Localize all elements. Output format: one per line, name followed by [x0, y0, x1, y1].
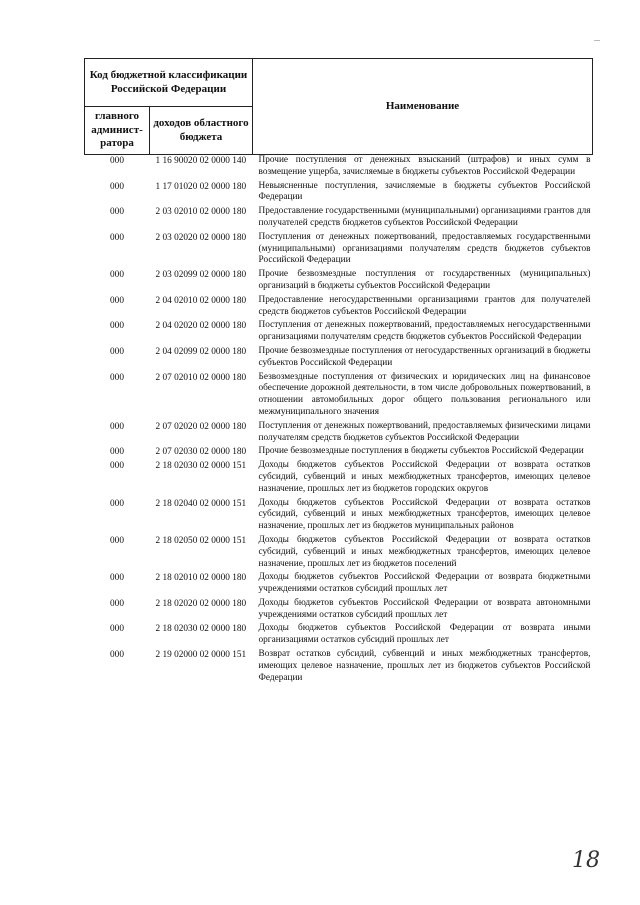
table-row — [85, 320, 593, 346]
admin-code-cell: 000 — [110, 321, 124, 332]
name-cell: Безвозмездные поступления от физических и юридических лиц на финансовое обеспечение дорожной деятельности, в том числе добровольных пожертвований, в отношении автомобильных дорог общего пользования регионального или межмуниципального значения — [258, 371, 591, 417]
admin-code-cell: 000 — [110, 573, 124, 584]
table-row — [85, 295, 593, 321]
admin-code-cell: 000 — [110, 447, 124, 458]
income-code-cell: 2 03 02020 02 0000 180 — [155, 232, 247, 243]
admin-code-cell: 000 — [110, 295, 124, 306]
page-number: 18 — [572, 848, 600, 873]
table-row — [85, 346, 593, 372]
table-row — [85, 372, 593, 421]
budget-code-table — [84, 58, 593, 686]
table-row — [85, 598, 593, 624]
table-row — [85, 446, 593, 460]
table-row — [85, 460, 593, 497]
income-code-cell: 2 18 02050 02 0000 151 — [155, 535, 247, 546]
table-row — [85, 269, 593, 295]
admin-code-cell: 000 — [110, 181, 124, 192]
income-column-header: доходов областного бюджета — [150, 107, 253, 155]
admin-code-cell: 000 — [110, 156, 124, 166]
name-cell: Доходы бюджетов субъектов Российской Федерации от возврата остатков субсидий, субвенций и иных межбюджетных трансфертов, имеющих целевое назначение, прошлых лет из бюджетов городских округов — [258, 460, 591, 494]
income-code-cell: 2 04 02010 02 0000 180 — [155, 295, 247, 306]
income-code-cell: 2 04 02020 02 0000 180 — [155, 321, 247, 332]
income-code-cell: 1 16 90020 02 0000 140 — [155, 156, 247, 166]
admin-code-cell: 000 — [110, 535, 124, 546]
income-code-cell: 2 04 02099 02 0000 180 — [155, 346, 247, 357]
classification-group-header: Код бюджетной классификации Российской Федерации — [85, 59, 253, 107]
name-cell: Прочие безвозмездные поступления от негосударственных организаций в бюджеты субъектов Российской Федерации — [258, 345, 591, 368]
table-row — [85, 535, 593, 572]
name-cell: Возврат остатков субсидий, субвенций и иных межбюджетных трансфертов, имеющих целевое назначение, прошлых лет из бюджетов субъектов Российской Федерации — [258, 649, 591, 683]
admin-code-cell: 000 — [110, 232, 124, 243]
income-code-cell: 2 03 02010 02 0000 180 — [155, 207, 247, 218]
admin-code-cell: 000 — [110, 346, 124, 357]
admin-code-cell: 000 — [110, 461, 124, 472]
table-row — [85, 155, 593, 181]
name-cell: Поступления от денежных пожертвований, предоставляемых государственными (муниципальными) организациями получателям средств бюджетов субъектов Российской Федерации — [258, 231, 591, 266]
admin-code-cell: 000 — [110, 598, 124, 609]
name-cell: Предоставление негосударственными организациями грантов для получателей средств бюджетов субъектов Российской Федерации — [258, 294, 591, 317]
income-code-cell: 2 18 02010 02 0000 180 — [155, 573, 247, 584]
table-row — [85, 572, 593, 598]
name-column-header: Наименование — [253, 59, 593, 155]
name-cell: Доходы бюджетов субъектов Российской Федерации от возврата остатков субсидий, субвенций и иных межбюджетных трансфертов, имеющих целевое назначение, прошлых лет из бюджетов муниципальных районов — [258, 497, 591, 532]
income-code-cell: 2 18 02040 02 0000 151 — [155, 498, 247, 509]
admin-code-cell: 000 — [110, 624, 124, 635]
income-code-cell: 1 17 01020 02 0000 180 — [155, 181, 247, 192]
name-cell: Поступления от денежных пожертвований, предоставляемых негосударственными организациями получателям средств бюджетов субъектов Российской Федерации — [258, 320, 591, 343]
name-cell: Невыясненные поступления, зачисляемые в бюджеты субъектов Российской Федерации — [258, 180, 591, 203]
name-cell: Поступления от денежных пожертвований, предоставляемых физическими лицами получателям средств бюджетов субъектов Российской Федерации — [258, 420, 591, 443]
table-row — [85, 181, 593, 207]
name-cell: Прочие безвозмездные поступления в бюджеты субъектов Российской Федерации — [258, 446, 584, 457]
table-row — [85, 498, 593, 535]
admin-code-cell: 000 — [110, 650, 124, 661]
admin-code-cell: 000 — [110, 372, 124, 383]
table-body — [85, 155, 593, 687]
name-cell: Доходы бюджетов субъектов Российской Федерации от возврата остатков субсидий, субвенций и иных межбюджетных трансфертов, имеющих целевое назначение, прошлых лет из бюджетов поселений — [258, 534, 591, 569]
income-code-cell: 2 07 02020 02 0000 180 — [155, 421, 247, 432]
name-cell: Доходы бюджетов субъектов Российской Федерации от возврата бюджетными учреждениями остатков субсидий прошлых лет — [258, 572, 591, 595]
income-code-cell: 2 18 02030 02 0000 180 — [155, 624, 247, 635]
admin-code-cell: 000 — [110, 207, 124, 218]
admin-code-cell: 000 — [110, 421, 124, 432]
table-row — [85, 206, 593, 232]
income-code-cell: 2 18 02020 02 0000 180 — [155, 598, 247, 609]
table-row — [85, 421, 593, 447]
income-code-cell: 2 03 02099 02 0000 180 — [155, 270, 247, 281]
scan-mark — [594, 40, 600, 41]
table-row — [85, 623, 593, 649]
income-code-cell: 2 07 02030 02 0000 180 — [155, 447, 247, 458]
income-code-cell: 2 07 02010 02 0000 180 — [155, 372, 247, 383]
table-row — [85, 232, 593, 269]
admin-code-cell: 000 — [110, 270, 124, 281]
admin-column-header: главного админист-ратора — [85, 107, 150, 155]
name-cell: Предоставление государственными (муниципальными) организациями грантов для получателей средств бюджетов субъектов Российской Федерации — [258, 206, 591, 228]
admin-code-cell: 000 — [110, 498, 124, 509]
name-cell: Прочие поступления от денежных взысканий (штрафов) и иных сумм в возмещение ущерба, зачисляемые в бюджеты субъектов Российской Федерации — [258, 155, 591, 177]
income-code-cell: 2 18 02030 02 0000 151 — [155, 461, 247, 472]
name-cell: Прочие безвозмездные поступления от государственных (муниципальных) организаций в бюджеты субъектов Российской Федерации — [258, 269, 591, 291]
table-row — [85, 649, 593, 686]
income-code-cell: 2 19 02000 02 0000 151 — [155, 650, 247, 661]
name-cell: Доходы бюджетов субъектов Российской Федерации от возврата иными организациями остатков субсидий прошлых лет — [258, 623, 591, 646]
name-cell: Доходы бюджетов субъектов Российской Федерации от возврата автономными учреждениями остатков субсидий прошлых лет — [258, 597, 591, 620]
